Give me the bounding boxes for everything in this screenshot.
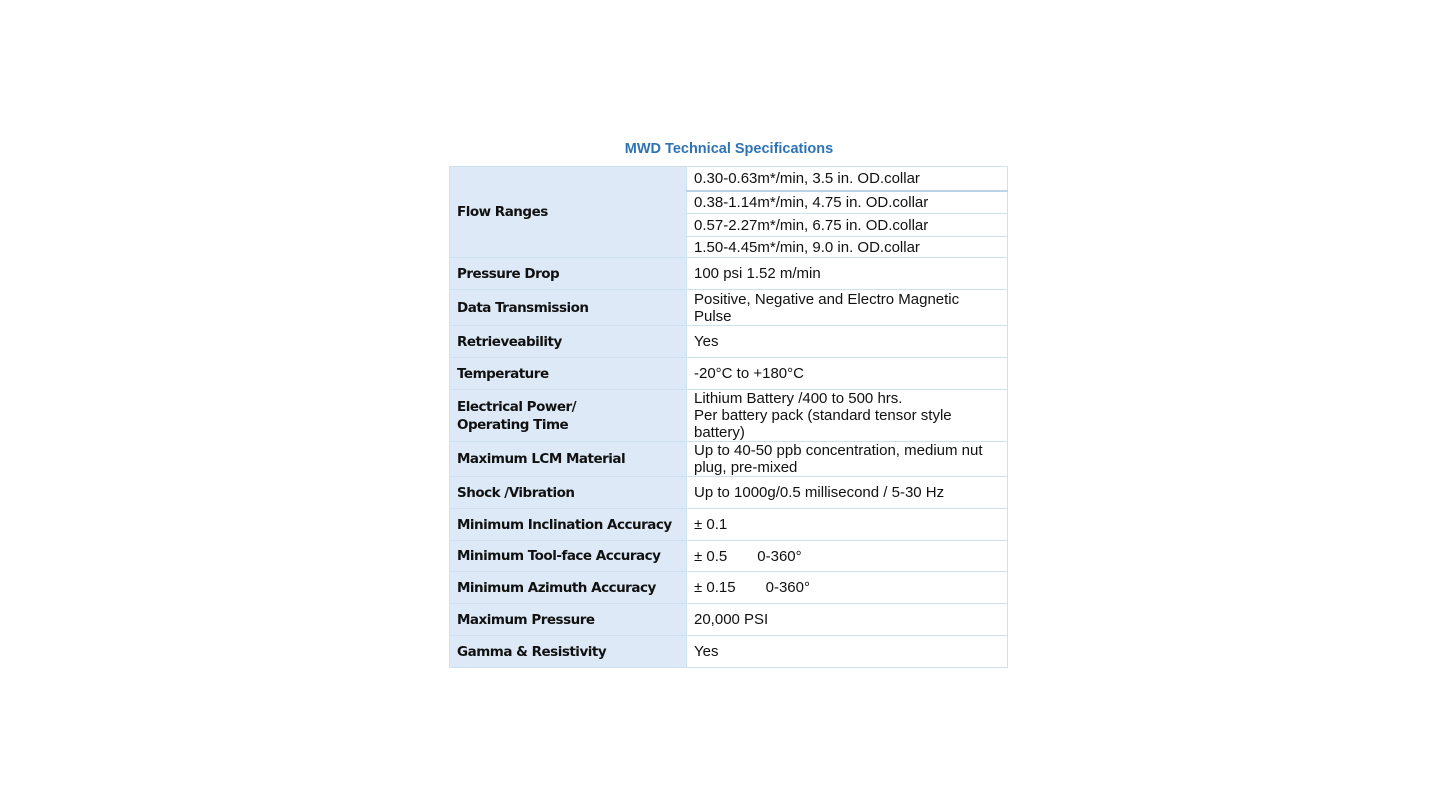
row-label (450, 390, 687, 442)
table-row (450, 442, 1008, 477)
row-label: Retrieveability (450, 326, 687, 358)
accuracy-value: ± 0.5 (694, 547, 728, 565)
value-line: Per battery pack (standard tensor style battery) (694, 407, 952, 441)
table-row (450, 390, 1008, 442)
row-value (687, 572, 1008, 604)
row-label: Pressure Drop (450, 258, 687, 290)
row-value: 0.38-1.14m*/min, 4.75 in. OD.collar (687, 191, 1008, 214)
row-value (687, 290, 1008, 326)
row-value: Up to 1000g/0.5 millisecond / 5-30 Hz (687, 477, 1008, 509)
row-value: 0.30-0.63m*/min, 3.5 in. OD.collar (687, 167, 1008, 191)
row-value: Yes (687, 636, 1008, 668)
row-label: Gamma & Resistivity (450, 636, 687, 668)
value-line: Positive, Negative and Electro Magnetic (694, 290, 960, 308)
table-row (450, 541, 1008, 572)
row-label: Data Transmission (450, 290, 687, 326)
accuracy-value: ± 0.15 (694, 579, 736, 596)
row-value: 20,000 PSI (687, 604, 1008, 636)
table-row (450, 290, 1008, 326)
row-label: Maximum Pressure (450, 604, 687, 636)
row-label: Maximum LCM Material (450, 442, 687, 477)
table-row (450, 509, 1008, 541)
row-label: Minimum Azimuth Accuracy (450, 572, 687, 604)
value-line: Lithium Battery /400 to 500 hrs. (694, 390, 903, 407)
accuracy-range: 0-360° (757, 547, 802, 565)
label-line: Operating Time (457, 416, 569, 433)
table-row (450, 358, 1008, 390)
row-value (687, 442, 1008, 477)
table-row (450, 636, 1008, 668)
table-row (450, 572, 1008, 604)
row-value: 100 psi 1.52 m/min (687, 258, 1008, 290)
row-label: Flow Ranges (450, 167, 687, 258)
table-row (450, 326, 1008, 358)
table-row (450, 477, 1008, 509)
table-row (450, 167, 1008, 191)
accuracy-range: 0-360° (765, 579, 810, 596)
row-label: Shock /Vibration (450, 477, 687, 509)
row-value: Yes (687, 326, 1008, 358)
table-row (450, 604, 1008, 636)
value-line: Pulse (694, 307, 732, 325)
row-label: Minimum Tool-face Accuracy (450, 541, 687, 572)
row-label: Temperature (450, 358, 687, 390)
row-value: 0.57-2.27m*/min, 6.75 in. OD.collar (687, 214, 1008, 237)
row-value (687, 541, 1008, 572)
row-value (687, 390, 1008, 442)
spec-table (449, 166, 1008, 668)
table-row (450, 258, 1008, 290)
page-title: MWD Technical Specifications (624, 141, 834, 157)
row-value: -20°C to +180°C (687, 358, 1008, 390)
row-value: ± 0.1 (687, 509, 1008, 541)
label-line: Electrical Power/ (457, 398, 577, 415)
value-line: Up to 40-50 ppb concentration, medium nut (694, 442, 983, 459)
row-value: 1.50-4.45m*/min, 9.0 in. OD.collar (687, 237, 1008, 258)
value-line: plug, pre-mixed (694, 459, 798, 476)
row-label: Minimum Inclination Accuracy (450, 509, 687, 541)
